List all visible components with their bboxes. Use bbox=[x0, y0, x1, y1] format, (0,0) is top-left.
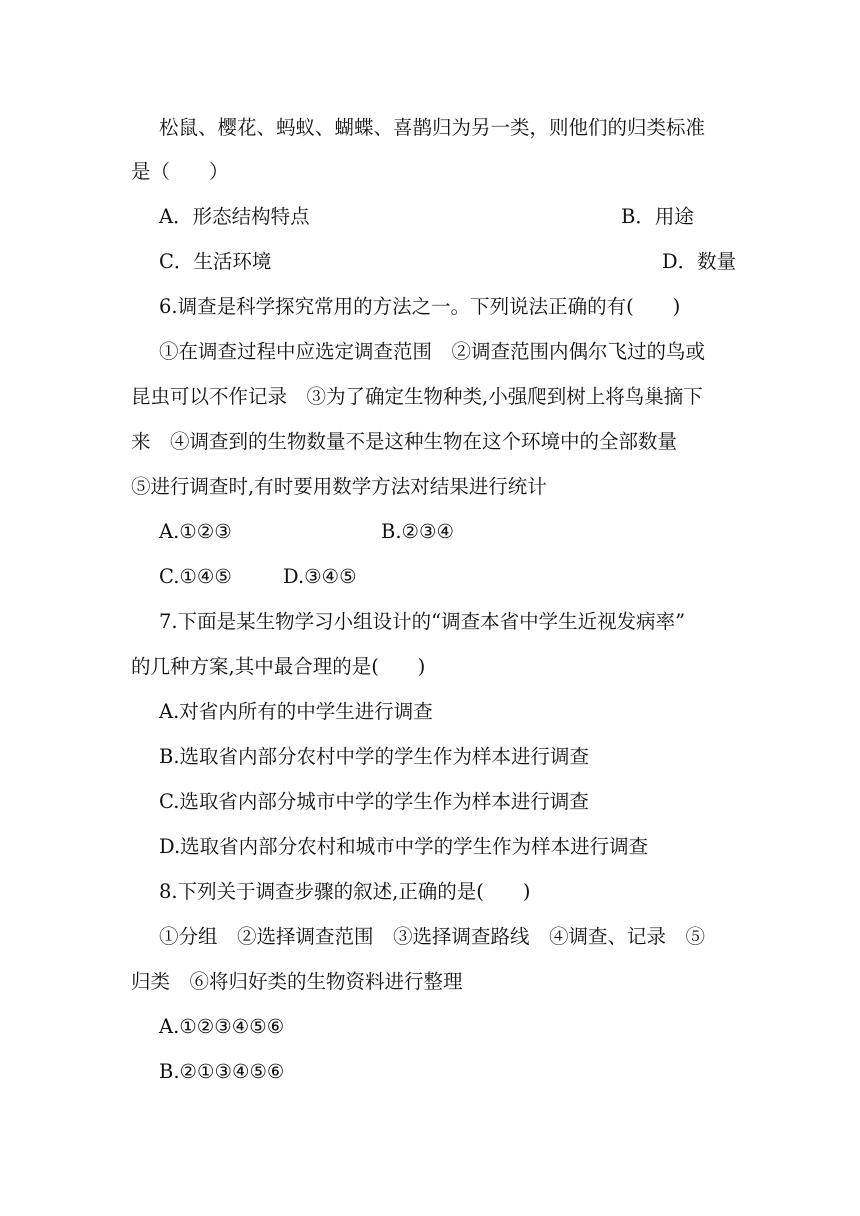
q7-stem-line2: 的几种方案,其中最合理的是( ) bbox=[131, 655, 426, 678]
q6-statement-line4: ⑤进行调查时,有时要用数学方法对结果进行统计 bbox=[131, 475, 547, 498]
q8-option-b: B.②①③④⑤⑥ bbox=[159, 1060, 285, 1083]
q6-statement-line1: ①在调查过程中应选定调查范围 ②调查范围内偶尔飞过的鸟或 bbox=[159, 340, 706, 363]
q6-statement-line3: 来 ④调查到的生物数量不是这种生物在这个环境中的全部数量 bbox=[131, 430, 678, 453]
q8-statement-line2: 归类 ⑥将归好类的生物资料进行整理 bbox=[131, 970, 463, 993]
q8-option-a: A.①②③④⑤⑥ bbox=[159, 1015, 285, 1038]
q5-stem-line2: 是（ ） bbox=[131, 160, 229, 183]
q6-option-c: C.①④⑤ bbox=[159, 565, 232, 588]
q7-option-c: C.选取省内部分城市中学的学生作为样本进行调查 bbox=[159, 790, 589, 813]
q5-option-a: A．形态结构特点 bbox=[159, 205, 310, 228]
q5-option-d: D．数量 bbox=[662, 250, 737, 273]
q6-option-a: A.①②③ bbox=[159, 520, 232, 543]
q7-option-b: B.选取省内部分农村中学的学生作为样本进行调查 bbox=[159, 745, 590, 768]
q5-option-b: B．用途 bbox=[621, 205, 694, 228]
q7-option-a: A.对省内所有的中学生进行调查 bbox=[159, 700, 433, 723]
q7-option-d: D.选取省内部分农村和城市中学的学生作为样本进行调查 bbox=[159, 835, 649, 858]
q7-stem-line1: 7.下面是某生物学习小组设计的“调查本省中学生近视发病率” bbox=[159, 610, 686, 633]
q6-option-d: D.③④⑤ bbox=[283, 565, 357, 588]
q6-option-b: B.②③④ bbox=[381, 520, 454, 543]
q8-statement-line1: ①分组 ②选择调查范围 ③选择调查路线 ④调查、记录 ⑤ bbox=[159, 925, 706, 948]
q8-stem: 8.下列关于调查步骤的叙述,正确的是( ) bbox=[159, 880, 531, 903]
q6-statement-line2: 昆虫可以不作记录 ③为了确定生物种类,小强爬到树上将鸟巢摘下 bbox=[131, 385, 703, 408]
q5-stem-line1: 松鼠、樱花、蚂蚁、蝴蝶、喜鹊归为另一类，则他们的归类标准 bbox=[159, 116, 706, 139]
q6-stem: 6.调查是科学探究常用的方法之一。下列说法正确的有( ) bbox=[159, 295, 681, 318]
q5-option-c: C．生活环境 bbox=[159, 250, 272, 273]
